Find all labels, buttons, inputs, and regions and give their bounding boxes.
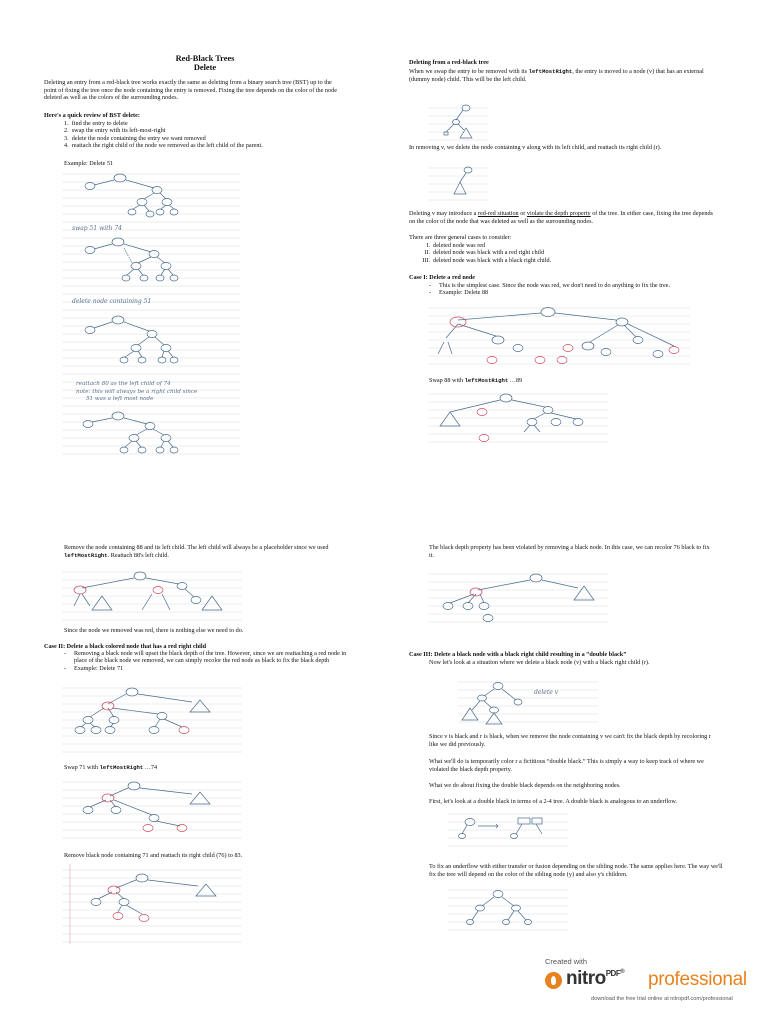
note-line: reattach 80 as the left child of 74 <box>76 381 171 387</box>
case-item: II. deleted node was black with a red right child <box>424 249 545 257</box>
case3-paragraph-3: What we'll do is temporarily color r a fictitious “double black.” This is simply a way to keep track of where we violated the black depth property. <box>429 758 704 773</box>
nitro-professional-text: professional <box>648 969 747 990</box>
cases-list <box>418 242 698 264</box>
right-paragraph-1: When we swap the entry to be removed with its leftMostRight, the entry is moved to a node (v) that has an external (dummy node) child. This will be the left child. <box>409 68 704 83</box>
swap-88-caption: Swap 88 with leftMostRight …89 <box>429 377 523 384</box>
nitro-watermark <box>545 955 765 1017</box>
right-section-heading: Deleting from a red-black tree <box>409 59 489 66</box>
right-paragraph-4: There are three general cases to consider: <box>409 234 512 241</box>
remove-88-paragraph: Remove the node containing 88 and its left child. The left child will always be a placeholder since we used leftMostRight. Reattach 88's left child. <box>64 544 329 559</box>
sketch-sibling-y <box>448 884 568 938</box>
case2-heading: Case II: Delete a black colored node that has a red right child <box>44 643 207 650</box>
sketch-delete-71 <box>62 682 242 760</box>
intro-paragraph: Deleting an entry from a red-black tree works exactly the same as deleting from a binary search tree (BST) up to the point of fixing the tree once the node containing the entry is removed. Fixing the tree depends on the color of the node deleted as well as the colors of the surrounding nodes. <box>44 79 337 102</box>
bst-step: 1. find the entry to delete <box>64 120 128 127</box>
title-line-1: Red-Black Trees <box>175 54 235 63</box>
sketch-after-remove-88 <box>62 566 242 622</box>
case3-paragraph-5: First, let's look at a double black in terms of a 2-4 tree. A double black is analogous to an underflow. <box>429 798 677 805</box>
case2-item: - Example: Delete 71 <box>64 664 124 672</box>
handwritten-note-reattach <box>76 381 246 404</box>
bst-review-heading: Here's a quick review of BST delete: <box>44 112 140 119</box>
case3-paragraph-2: Since v is black and r is black, when we remove the node containing v we can't fix the black depth by recoloring r like we did previously. <box>429 733 711 748</box>
note-line: 51 was a left most node <box>86 396 154 403</box>
case-item: III. deleted node was black with a black right child. <box>422 256 552 264</box>
sketch-remove-71 <box>62 864 242 944</box>
note-line: note: this will always be a right child since <box>76 388 198 395</box>
case2-item: - Removing a black node will upset the black depth of the tree. However, since we are reattaching a red node in place of the black node we removed, we can simply recolor the red node as black to fix the black depth <box>64 650 347 665</box>
case-item: I. deleted node was red <box>426 242 486 249</box>
right-paragraph-3: Deleting v may introduce a red-red situation or violate the depth property of the tree. In either case, fixing the tree depends on the color of the node that was deleted as well as the surrounding nodes. <box>409 210 713 225</box>
nitro-brand-text: nitro$^{PDF®}$ <box>566 968 625 989</box>
case2-list <box>64 650 349 672</box>
nothing-else-text: Since the node we removed was red, there is nothing else we need to do. <box>64 627 244 634</box>
bst-step: 3. delete the node containing the entry we want removed <box>64 134 206 142</box>
sketch-swap-88 <box>428 388 608 452</box>
swap-71-caption: Swap 71 with leftMostRight …74 <box>64 764 158 771</box>
right-paragraph-2: In removing v, we delete the node containing v along with its left child, and reattach its right child (r). <box>409 144 662 151</box>
sketch-r-node <box>428 160 488 202</box>
case1-heading: Case I: Delete a red node <box>409 274 476 281</box>
bst-steps-list <box>64 120 344 150</box>
sketch-swap-71 <box>62 776 242 844</box>
page-title <box>130 54 280 73</box>
handwritten-note-swap: swap 51 with 74 <box>72 225 122 232</box>
sketch-svg <box>62 168 240 458</box>
bst-step: 4. reattach the right child of the node we removed as the left child of the parent. <box>64 142 263 150</box>
nitro-pdf-text: PDF <box>605 969 621 978</box>
case3-paragraph-4: What we do about fixing the double black depends on the neighboring nodes. <box>429 782 621 789</box>
sketch-delete-88 <box>428 302 690 372</box>
case1-list <box>429 282 719 297</box>
title-line-2: Delete <box>193 63 217 73</box>
nitro-created-with: Created with <box>545 957 588 966</box>
case1-item: - Example: Delete 88 <box>429 289 489 297</box>
sketch-delete-51 <box>62 168 240 458</box>
case1-item: - This is the simplest case. Since the node was red, we don't need to do anything to fix the tree. <box>429 282 671 289</box>
nitro-flame-icon <box>545 972 562 989</box>
nitro-registered-mark: ® <box>620 969 625 975</box>
case3-paragraph-6: To fix an underflow with either transfer or fusion depending on the sibling node. The same applies here. The way we'll fix the tree will depend on the color of the sibling node (y) and also y's children. <box>429 863 723 878</box>
sketch-recolor-76 <box>428 568 608 630</box>
black-depth-paragraph: The black depth property has been violated by removing a black node. In this case, we can recolor 76 black to fix it. <box>429 544 710 559</box>
nitro-download-text: download the free trial online at nitropdf.com/professional <box>591 996 733 1002</box>
sketch-v-node <box>428 100 488 142</box>
bst-step: 2. swap the entry with its left-most-right <box>64 127 166 135</box>
example-label: Example: Delete 51 <box>64 160 114 167</box>
sketch-underflow-24tree <box>448 808 568 854</box>
sketch-delete-v-black <box>458 676 598 730</box>
remove-71-caption: Remove black node containing 71 and reattach its right child (76) to 83. <box>64 852 243 859</box>
handwritten-note-delete: delete node containing 51 <box>72 298 152 305</box>
case3-paragraph-1: Now let's look at a situation where we delete a black node (v) with a black right child (r). <box>429 659 650 666</box>
case3-heading: Case III: Delete a black node with a black right child resulting in a “double black” <box>409 651 627 658</box>
handwritten-delete-v: delete v <box>534 689 559 696</box>
